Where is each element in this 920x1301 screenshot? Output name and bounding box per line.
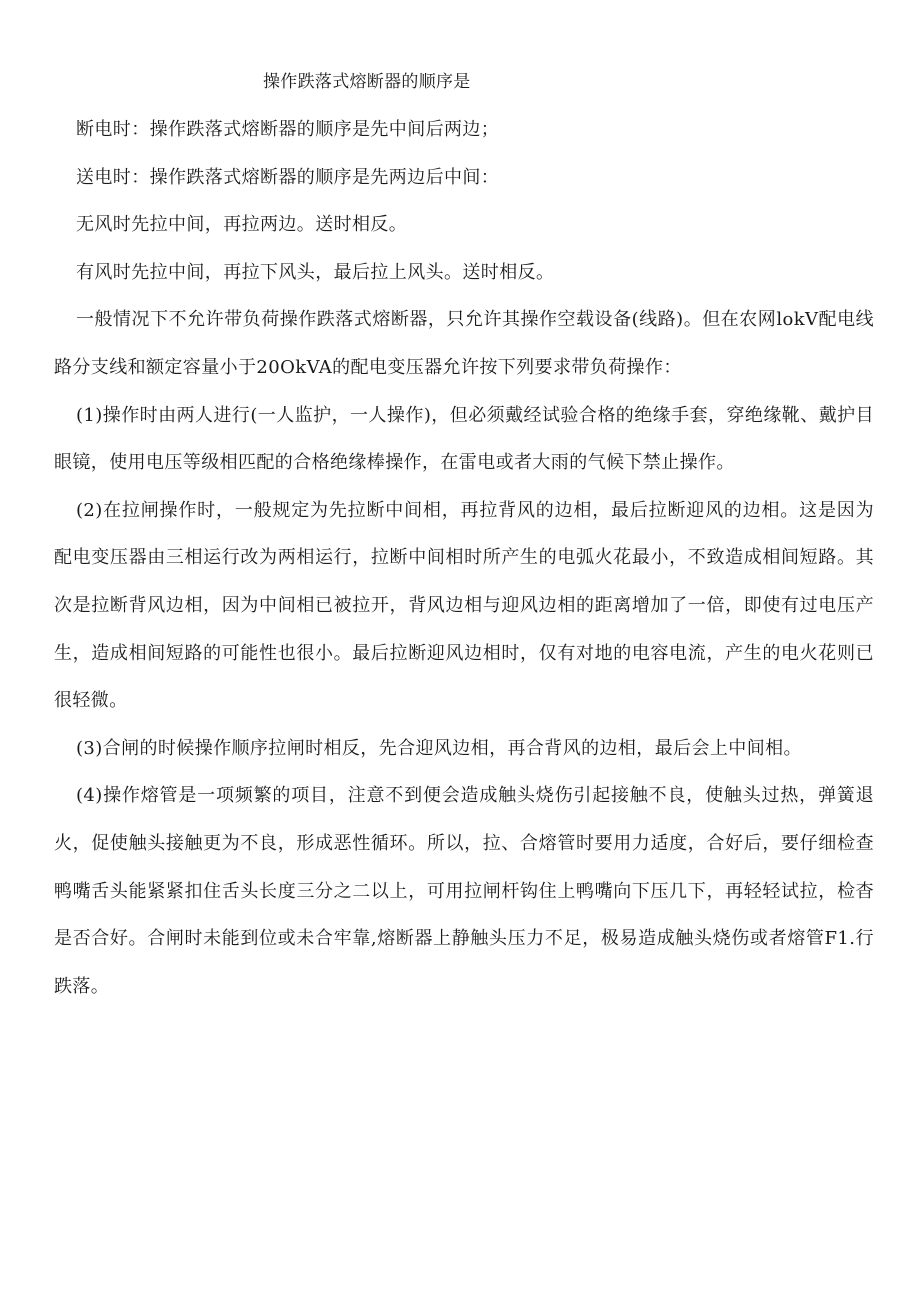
document-title: 操作跌落式熔断器的顺序是 xyxy=(263,72,471,92)
paragraph-power-off: 断电时：操作跌落式熔断器的顺序是先中间后两边； xyxy=(76,119,500,140)
paragraph-power-on: 送电时：操作跌落式熔断器的顺序是先两边后中间： xyxy=(76,166,500,188)
paragraph-with-wind: 有风时先拉中间，再拉下风头，最后拉上风头。送时相反。 xyxy=(76,261,555,283)
paragraph-item-2: (2)在拉闸操作时，一般规定为先拉断中间相，再拉背风的边相，最后拉断迎风的边相。这是因为配电变压器由三相运行改为两相运行，拉断中间相时所产生的电弧火花最小，不致造成相间短路。其次是拉断背风边相，因为中间相已被拉开，背风边相与迎风边相的距离增加了一倍，即使有过电压产生，造成相间短路的可能性也很小。最后拉断迎风边相时，仅有对地的电容电流，产生的电火花则已很轻微。 xyxy=(54,499,874,712)
paragraph-item-3: (3)合闸的时候操作顺序拉闸时相反，先合迎风边相，再合背风的边相，最后会上中间相。 xyxy=(76,737,802,759)
paragraph-no-wind: 无风时先拉中间，再拉两边。送时相反。 xyxy=(76,214,408,236)
document-body xyxy=(54,106,874,1010)
paragraph-item-4: (4)操作熔管是一项频繁的项目，注意不到便会造成触头烧伤引起接触不良，使触头过热，弹簧退火，促使触头接触更为不良，形成恶性循环。所以，拉、合熔管时要用力适度，合好后，要仔细检查鸭嘴舌头能紧紧扣住舌头长度三分之二以上，可用拉闸杆钩住上鸭嘴向下压几下，再轻轻试拉，检杳是否合好。合闸时未能到位或未合牢靠,熔断器上静触头压力不足，极易造成触头烧伤或者熔管F1.行跌落。 xyxy=(54,785,874,997)
paragraph-general-rule: 一般情况下不允许带负荷操作跌落式熔断器，只允许其操作空载设备(线路)。但在农网lokV配电线路分支线和额定容量小于20OkVA的配电变压器允许按下列要求带负荷操作： xyxy=(54,309,874,378)
paragraph-item-1: (1)操作时由两人进行(一人监护，一人操作)，但必须戴经试验合格的绝缘手套，穿绝缘靴、戴护目眼镜，使用电压等级相匹配的合格绝缘棒操作，在雷电或者大雨的气候下禁止操作。 xyxy=(54,404,874,474)
